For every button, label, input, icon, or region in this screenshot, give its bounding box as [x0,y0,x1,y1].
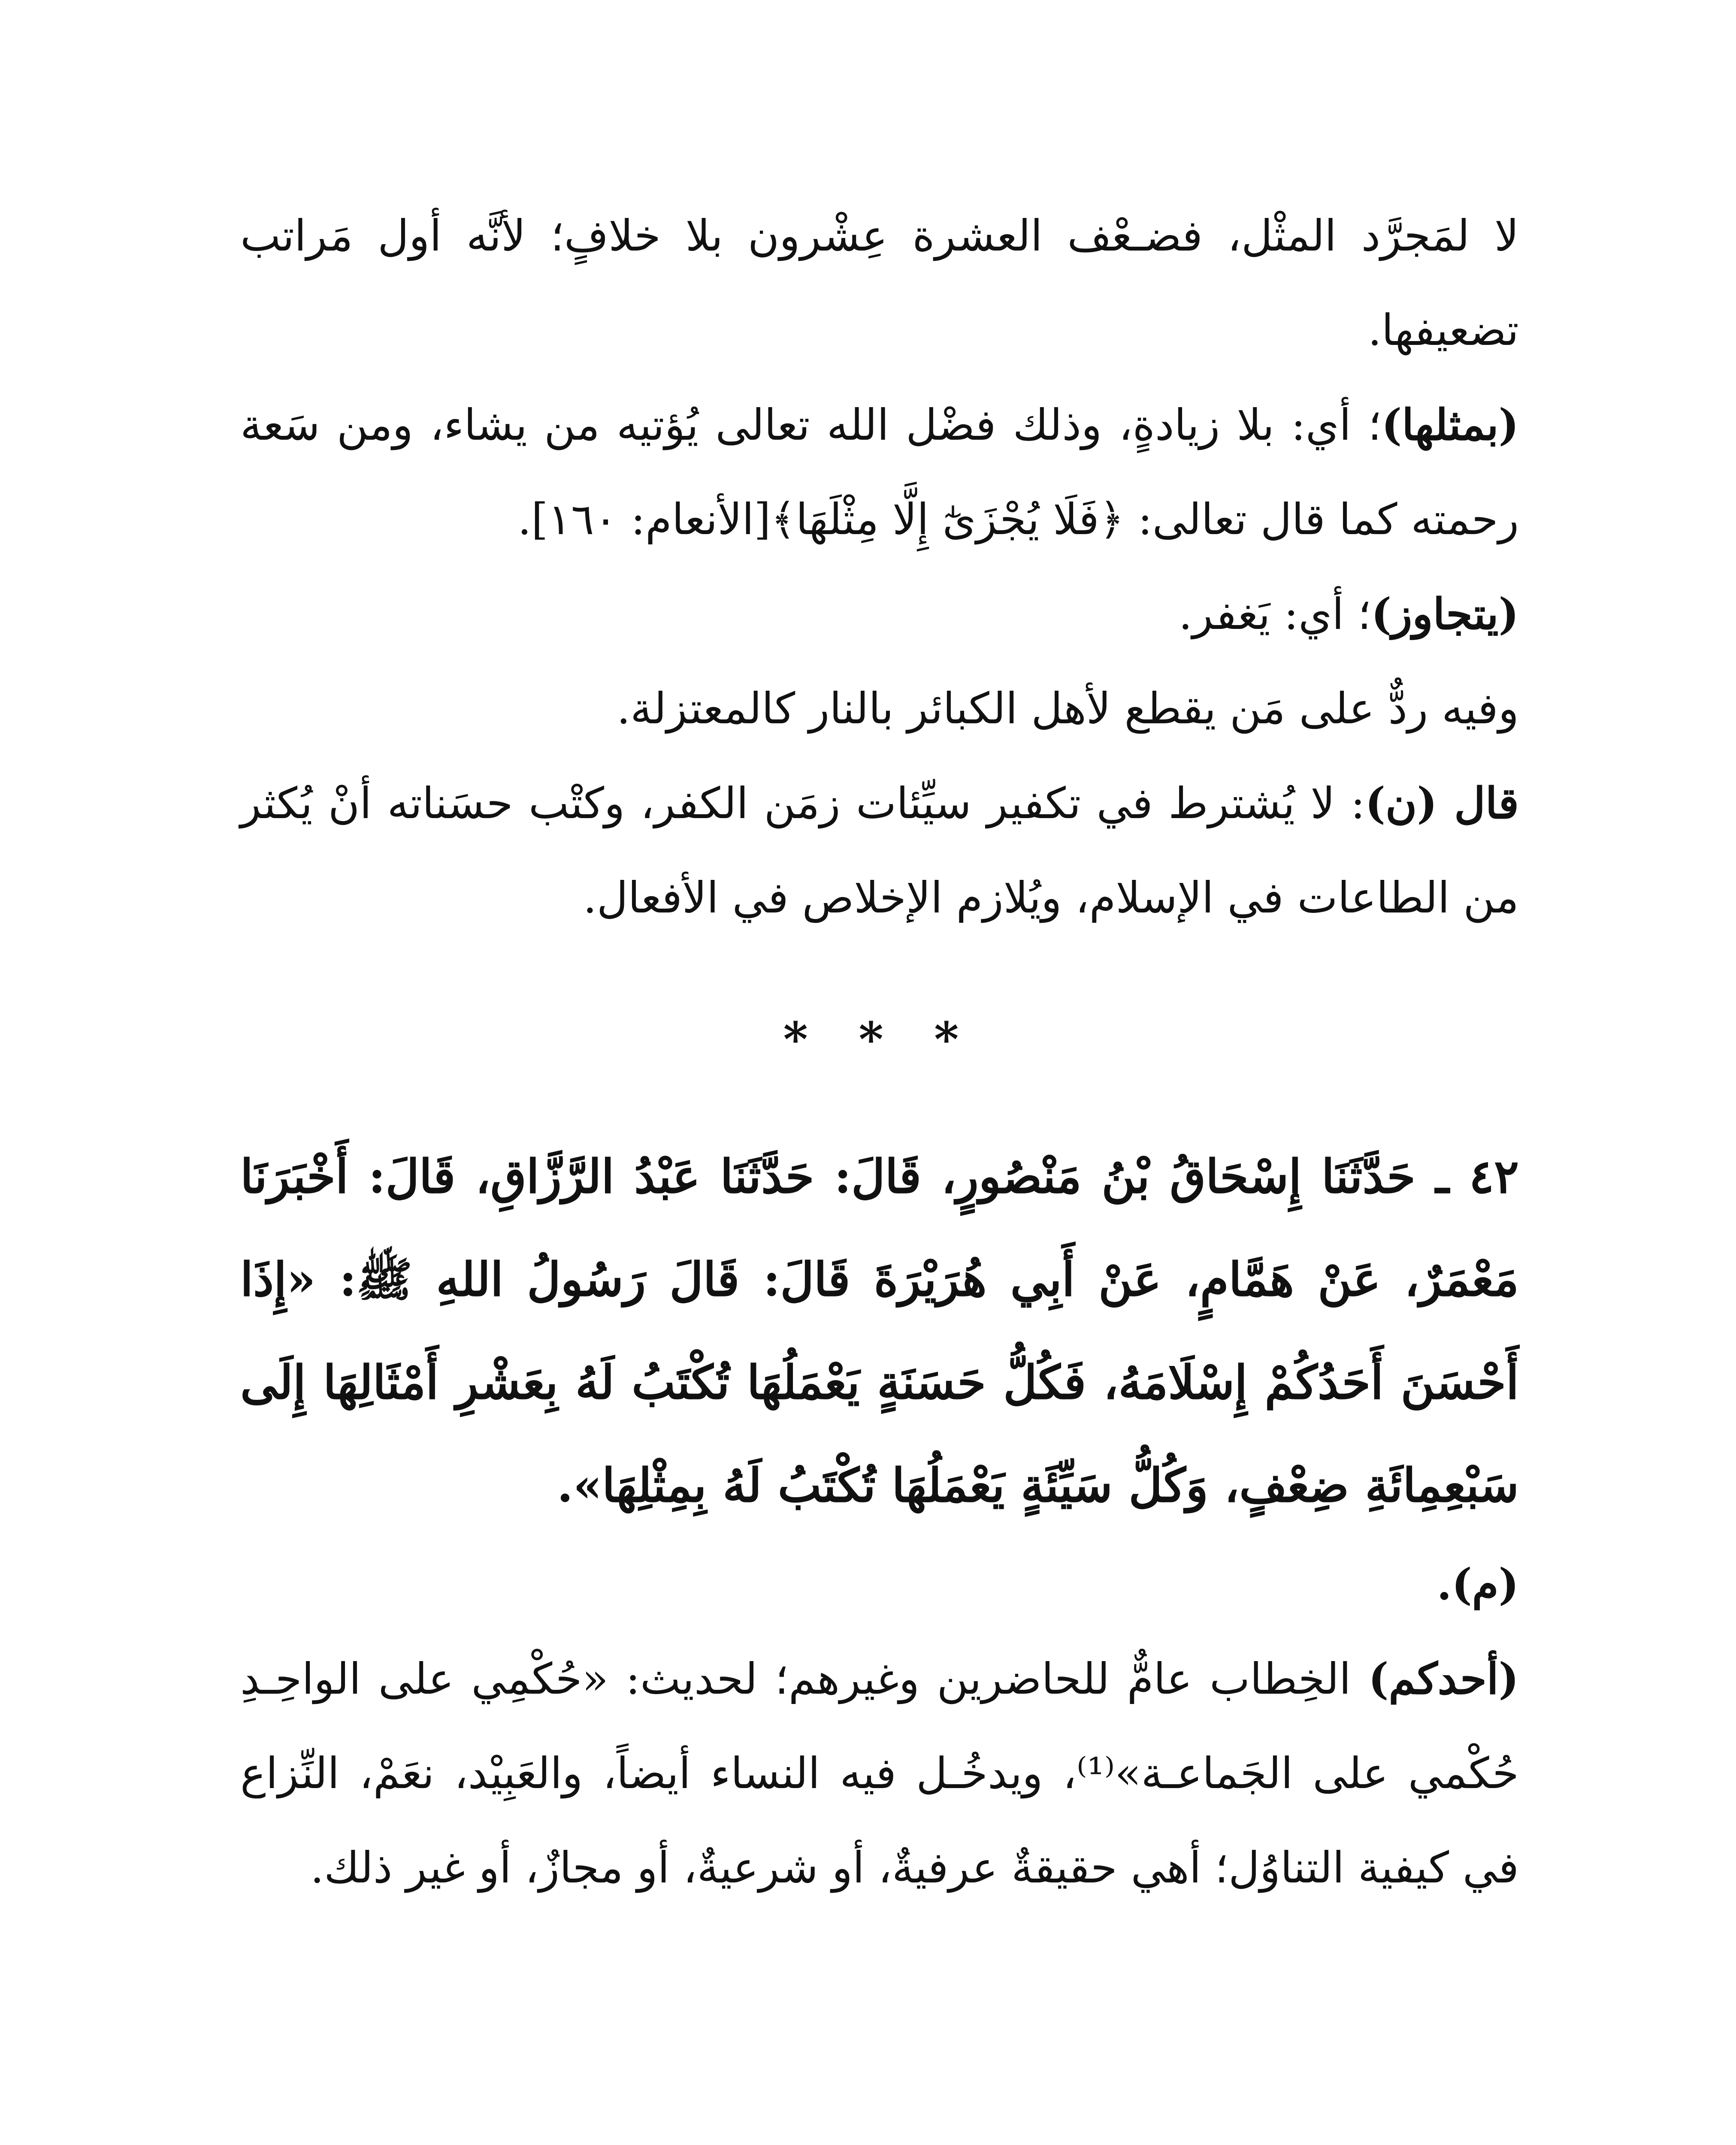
paragraph-3 [240,567,1519,662]
source-marker: (م). [1437,1559,1519,1610]
paragraph-4: وفيه ردٌّ على مَن يقطع لأهل الكبائر بالنار كالمعتزلة. [617,683,1519,734]
commentary-paragraph [240,1631,1519,1915]
term-qala-nun: قال (ن) [1365,778,1519,828]
paragraph-5 [240,756,1519,945]
term-bimithliha: (بمثلها) [1381,399,1519,450]
paragraph-1: لا لمَجرَّد المثْل، فضـعْف العشرة عِشْرون بلا خلافٍ؛ لأنَّه أول مَراتب تضعيفها. [240,211,1519,355]
paragraph-3-text: ؛ أي: يَغفر. [1179,589,1371,639]
section-separator: * * * [783,1012,976,1067]
term-yatajawaz: (يتجاوز) [1371,589,1519,639]
hadith-text: ٤٢ ـ حَدَّثَنَا إِسْحَاقُ بْنُ مَنْصُورٍ، قَالَ: حَدَّثَنَا عَبْدُ الرَّزَّاقِ، قَالَ: أَخْبَرَنَا مَعْمَرٌ، عَنْ هَمَّامٍ، عَنْ أَبِي هُرَيْرَةَ قَالَ: قَالَ رَسُولُ اللهِ ﷺ: «إِذَا أَحْسَنَ أَحَدُكُمْ إِسْلَامَهُ، فَكُلُّ حَسَنَةٍ يَعْمَلُهَا تُكْتَبُ لَهُ بِعَشْرِ أَمْثَالِهَا إِلَى سَبْعِمِائَةِ ضِعْفٍ، وَكُلُّ سَيِّئَةٍ يَعْمَلُهَا تُكْتَبُ لَهُ بِمِثْلِهَا». [240,1150,1519,1513]
paragraph-2-text: ؛ أي: بلا زيادةٍ، وذلك فضْل الله تعالى يُؤتيه من يشاء، ومن سَعة رحمته كما قال تعالى: ﴿فَلَا يُجْزَىٰٓ إِلَّا مِثْلَهَا﴾[الأنعام: ١٦٠]. [240,400,1519,544]
term-ahadukum: (أحدكم) [1368,1653,1519,1704]
main-text [240,189,1519,1915]
paragraph-2 [240,378,1519,567]
paragraph-5-text: : لا يُشترط في تكفير سيِّئات زمَن الكفر، وكتْب حسَناته أنْ يُكثر من الطاعات في الإسلام، ويُلازم الإخلاص في الأفعال. [240,778,1519,923]
commentary-text: الخِطاب عامٌّ للحاضرين وغيرهم؛ لحديث: «حُكْمِي على الواحِـدِ حُكْمي على الجَماعـة»⁽¹⁾، ويدخُـل فيه النساء أيضاً، والعَبِيْد، نعَمْ، النِّزاع في كيفية التناوُل؛ أهي حقيقةٌ عرفيةٌ، أو شرعيةٌ، أو مجازٌ، أو غير ذلك. [240,1654,1519,1893]
